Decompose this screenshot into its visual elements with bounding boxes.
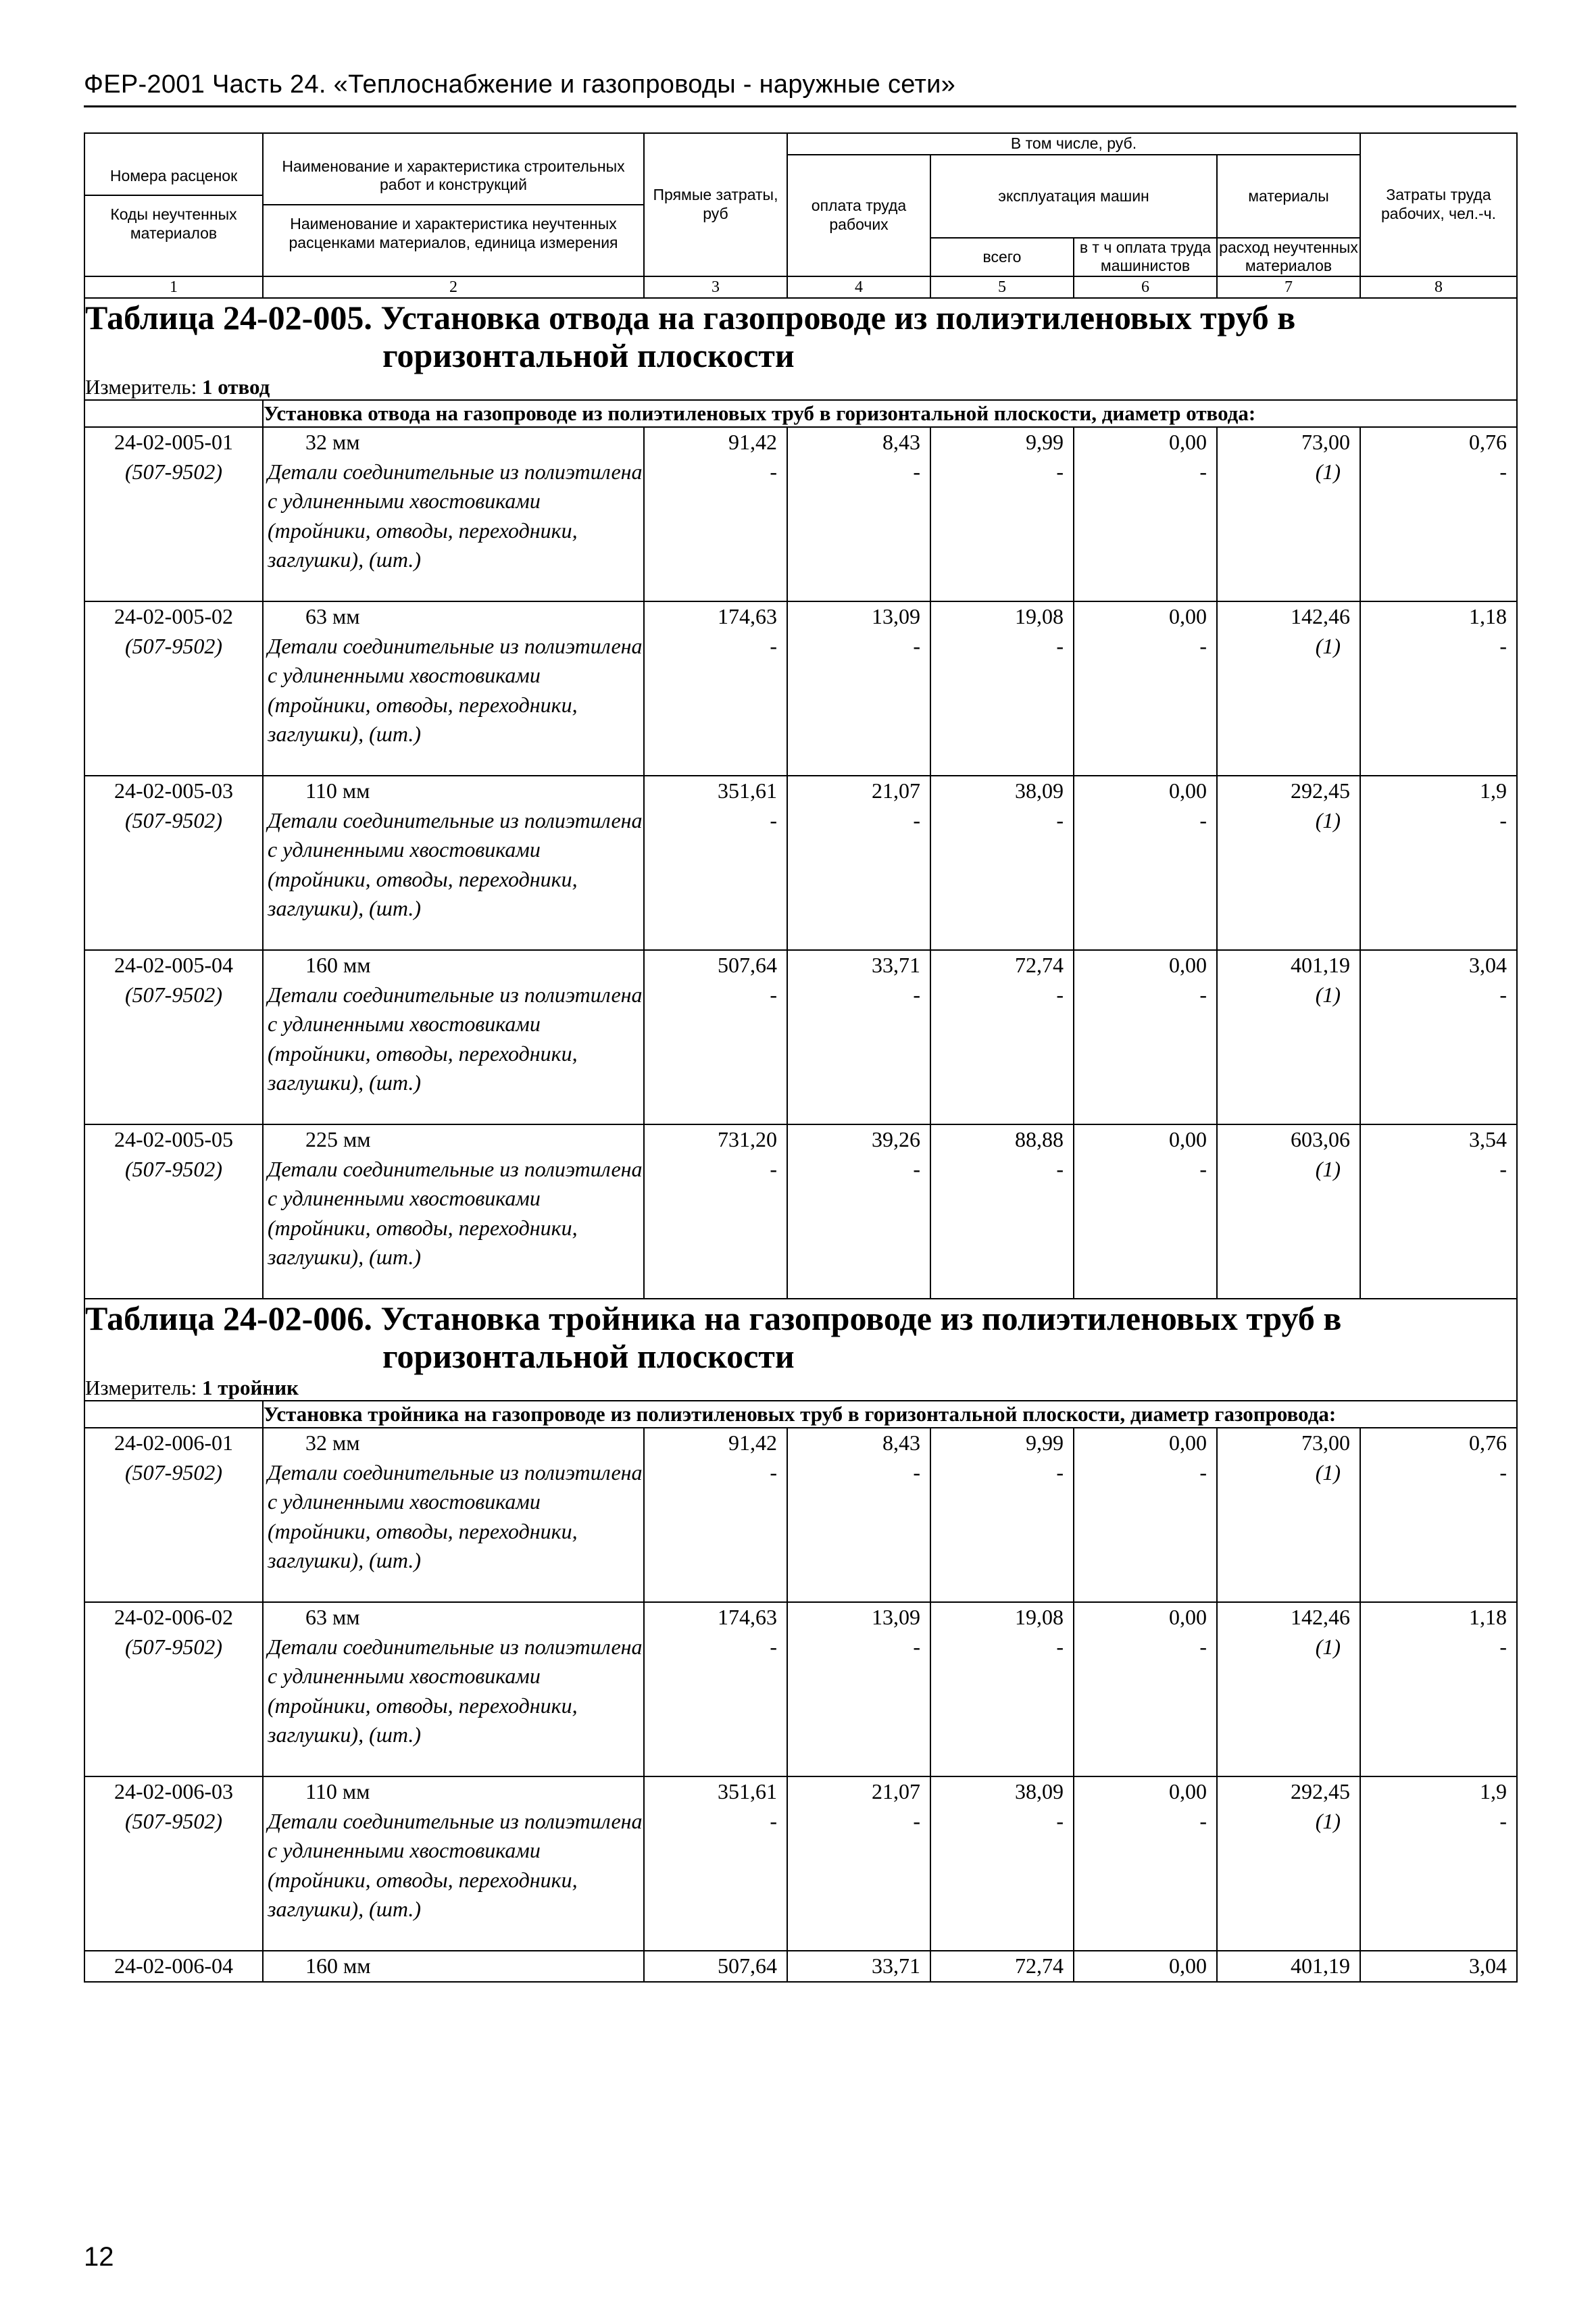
material-description: Детали соединительные из полиэтилена с удлиненными хвостовиками (тройники, отводы, переходники, заглушки), (шт.) [268, 1808, 643, 1922]
table-title-line1: Таблица 24-02-006. Установка тройника на газопроводе из полиэтиленовых труб в [85, 1299, 1342, 1337]
description-cell [263, 1602, 644, 1776]
col-number: 6 [1074, 276, 1217, 298]
value-c8-main: 1,9 [1480, 1779, 1507, 1803]
value-c7-main: 142,46 [1291, 1605, 1350, 1629]
diameter-label: 160 мм [305, 1953, 371, 1978]
dash: - [1499, 982, 1507, 1007]
value-c5-main: 38,09 [1015, 778, 1064, 803]
value-c8-main: 0,76 [1469, 430, 1507, 454]
value-c8-main: 3,54 [1469, 1127, 1507, 1151]
value-c5-main: 72,74 [1015, 953, 1064, 977]
col-number: 7 [1217, 276, 1360, 298]
subheading-blank [84, 400, 263, 427]
value-c5-main: 88,88 [1015, 1127, 1064, 1151]
value-c7 [1217, 1124, 1360, 1299]
value-c4-main: 8,43 [882, 1430, 920, 1455]
header-col1 [84, 133, 263, 276]
value-c8 [1360, 1602, 1517, 1776]
value-c3 [644, 1602, 787, 1776]
value-c3 [644, 950, 787, 1124]
diameter-label: 160 мм [305, 953, 371, 977]
value-c3-main: 91,42 [728, 430, 777, 454]
rate-code: 24-02-005-01 [114, 430, 233, 454]
col-number: 2 [263, 276, 644, 298]
material-quantity: (1) [1315, 1634, 1341, 1659]
value-c3-main: 174,63 [718, 604, 777, 628]
table-row [84, 427, 1517, 601]
measure-line [84, 1375, 1517, 1401]
material-description: Детали соединительные из полиэтилена с удлиненными хвостовиками (тройники, отводы, переходники, заглушки), (шт.) [268, 807, 643, 921]
value-c4 [787, 1124, 930, 1299]
header-col1-top: Номера расценок [85, 163, 262, 197]
value-c7-main: 73,00 [1301, 430, 1350, 454]
page-number: 12 [84, 2242, 114, 2272]
table-row [84, 1951, 1517, 1982]
value-c3-main: 174,63 [718, 1605, 777, 1629]
diameter-label: 63 мм [305, 604, 360, 628]
rate-code: 24-02-005-04 [114, 953, 233, 977]
value-c4 [787, 1951, 930, 1982]
value-c5 [930, 1124, 1074, 1299]
description-cell [263, 1951, 644, 1982]
dash: - [1056, 1634, 1064, 1659]
table-row [84, 1428, 1517, 1602]
resource-code: (507-9502) [125, 1156, 222, 1181]
dash: - [1056, 633, 1064, 658]
value-c8 [1360, 776, 1517, 950]
value-c5 [930, 1428, 1074, 1602]
table-row [84, 950, 1517, 1124]
value-c4 [787, 427, 930, 601]
value-c4-main: 21,07 [872, 1779, 920, 1803]
dash: - [1056, 1460, 1064, 1485]
rate-code: 24-02-006-02 [114, 1605, 233, 1629]
value-c6 [1074, 1124, 1217, 1299]
description-cell [263, 1776, 644, 1951]
measure-value: 1 тройник [201, 1376, 299, 1399]
material-description: Детали соединительные из полиэтилена с удлиненными хвостовиками (тройники, отводы, переходники, заглушки), (шт.) [268, 982, 643, 1095]
value-c4-main: 21,07 [872, 778, 920, 803]
value-c5 [930, 776, 1074, 950]
resource-code: (507-9502) [125, 459, 222, 484]
diameter-label: 32 мм [305, 430, 360, 454]
diameter-label: 110 мм [305, 778, 370, 803]
value-c7 [1217, 1951, 1360, 1982]
dash: - [1199, 982, 1207, 1007]
description-cell [263, 1124, 644, 1299]
value-c8 [1360, 950, 1517, 1124]
diameter-label: 110 мм [305, 1779, 370, 1803]
page-header-title: ФЕР-2001 Часть 24. «Теплоснабжение и газопроводы - наружные сети» [84, 70, 956, 99]
value-c6-main: 0,00 [1169, 430, 1207, 454]
rate-code-cell [84, 950, 263, 1124]
material-quantity: (1) [1315, 1460, 1341, 1485]
value-c4 [787, 950, 930, 1124]
value-c7 [1217, 950, 1360, 1124]
measure-label: Измеритель: [85, 375, 197, 399]
table-title-line2: горизонтальной плоскости [382, 1337, 795, 1375]
col-number: 3 [644, 276, 787, 298]
rate-code: 24-02-006-01 [114, 1430, 233, 1455]
value-c6 [1074, 601, 1217, 776]
dash: - [1499, 1634, 1507, 1659]
value-c3 [644, 776, 787, 950]
description-cell [263, 601, 644, 776]
value-c3-main: 731,20 [718, 1127, 777, 1151]
dash: - [770, 807, 777, 832]
value-c5 [930, 601, 1074, 776]
dash: - [1199, 1634, 1207, 1659]
value-c5-main: 9,99 [1026, 1430, 1064, 1455]
value-c4 [787, 1776, 930, 1951]
value-c8-main: 0,76 [1469, 1430, 1507, 1455]
value-c8 [1360, 1124, 1517, 1299]
value-c5-main: 9,99 [1026, 430, 1064, 454]
col-number: 1 [84, 276, 263, 298]
header-col8: Затраты труда рабочих, чел.-ч. [1360, 133, 1517, 276]
header-rule [84, 105, 1516, 107]
value-c5-main: 19,08 [1015, 604, 1064, 628]
subheading: Установка тройника на газопроводе из полиэтиленовых труб в горизонтальной плоскости, диаметр газопровода: [263, 1401, 1517, 1428]
value-c7 [1217, 1428, 1360, 1602]
value-c4 [787, 776, 930, 950]
value-c7 [1217, 601, 1360, 776]
value-c4-main: 8,43 [882, 430, 920, 454]
description-cell [263, 776, 644, 950]
header-col2-bottom: Наименование и характеристика неучтенных расценками материалов, единица измерения [289, 215, 618, 251]
value-c5-main: 19,08 [1015, 1605, 1064, 1629]
dash: - [1056, 982, 1064, 1007]
table-row [84, 1124, 1517, 1299]
material-quantity: (1) [1315, 1808, 1341, 1833]
resource-code: (507-9502) [125, 807, 222, 832]
resource-code: (507-9502) [125, 982, 222, 1007]
price-table [84, 132, 1518, 1983]
dash: - [1499, 633, 1507, 658]
value-c8 [1360, 1428, 1517, 1602]
value-c8 [1360, 1951, 1517, 1982]
dash: - [770, 1460, 777, 1485]
diameter-label: 63 мм [305, 1605, 360, 1629]
value-c6 [1074, 1951, 1217, 1982]
col-number: 4 [787, 276, 930, 298]
col-number: 5 [930, 276, 1074, 298]
value-c3 [644, 1124, 787, 1299]
header-col2 [263, 133, 644, 276]
header-col1-bottom: Коды неучтенных материалов [110, 205, 237, 242]
rate-code-cell [84, 1124, 263, 1299]
dash: - [770, 459, 777, 484]
dash: - [913, 982, 920, 1007]
value-c5 [930, 427, 1074, 601]
header-materials: материалы [1217, 155, 1360, 238]
rate-code-cell [84, 427, 263, 601]
value-c5 [930, 950, 1074, 1124]
measure-value: 1 отвод [201, 375, 270, 399]
header-col7: расход неучтенных материалов [1217, 238, 1360, 276]
dash: - [770, 982, 777, 1007]
table-row [84, 1602, 1517, 1776]
rate-code: 24-02-005-05 [114, 1127, 233, 1151]
rate-code: 24-02-005-03 [114, 778, 233, 803]
dash: - [770, 1808, 777, 1833]
value-c6-main: 0,00 [1169, 1953, 1207, 1978]
dash: - [1199, 1460, 1207, 1485]
dash: - [770, 1634, 777, 1659]
dash: - [1199, 633, 1207, 658]
value-c7-main: 292,45 [1291, 778, 1350, 803]
value-c7-main: 401,19 [1291, 953, 1350, 977]
table-header [84, 133, 1517, 298]
value-c7-main: 292,45 [1291, 1779, 1350, 1803]
value-c3-main: 507,64 [718, 953, 777, 977]
value-c6 [1074, 950, 1217, 1124]
dash: - [913, 633, 920, 658]
dash: - [1056, 807, 1064, 832]
value-c3 [644, 1951, 787, 1982]
value-c8 [1360, 427, 1517, 601]
dash: - [1499, 807, 1507, 832]
material-quantity: (1) [1315, 1156, 1341, 1181]
dash: - [1499, 1156, 1507, 1181]
table-row [84, 1776, 1517, 1951]
value-c6 [1074, 1428, 1217, 1602]
value-c8-main: 1,18 [1469, 1605, 1507, 1629]
value-c4-main: 13,09 [872, 1605, 920, 1629]
value-c3-main: 351,61 [718, 778, 777, 803]
value-c3-main: 351,61 [718, 1779, 777, 1803]
table-row [84, 776, 1517, 950]
material-description: Детали соединительные из полиэтилена с удлиненными хвостовиками (тройники, отводы, переходники, заглушки), (шт.) [268, 1460, 643, 1573]
dash: - [913, 459, 920, 484]
value-c3 [644, 427, 787, 601]
dash: - [1499, 1460, 1507, 1485]
diameter-label: 32 мм [305, 1430, 360, 1455]
value-c6 [1074, 1602, 1217, 1776]
material-description: Детали соединительные из полиэтилена с удлиненными хвостовиками (тройники, отводы, переходники, заглушки), (шт.) [268, 633, 643, 747]
dash: - [1056, 1808, 1064, 1833]
rate-code-cell [84, 1602, 263, 1776]
value-c8 [1360, 1776, 1517, 1951]
value-c4-main: 33,71 [872, 1953, 920, 1978]
value-c5-main: 38,09 [1015, 1779, 1064, 1803]
material-quantity: (1) [1315, 807, 1341, 832]
value-c8 [1360, 601, 1517, 776]
table-row [84, 601, 1517, 776]
header-machines: эксплуатация машин [930, 155, 1217, 238]
subheading: Установка отвода на газопроводе из полиэтиленовых труб в горизонтальной плоскости, диаметр отвода: [263, 400, 1517, 427]
value-c6-main: 0,00 [1169, 953, 1207, 977]
value-c8-main: 1,9 [1480, 778, 1507, 803]
value-c6 [1074, 427, 1217, 601]
value-c8-main: 3,04 [1469, 1953, 1507, 1978]
value-c6-main: 0,00 [1169, 604, 1207, 628]
diameter-label: 225 мм [305, 1127, 371, 1151]
rate-code-cell [84, 776, 263, 950]
rate-code-cell [84, 1951, 263, 1982]
resource-code: (507-9502) [125, 1634, 222, 1659]
table-title [84, 298, 1517, 374]
value-c4-main: 33,71 [872, 953, 920, 977]
dash: - [1056, 1156, 1064, 1181]
dash: - [913, 1156, 920, 1181]
value-c6-main: 0,00 [1169, 1127, 1207, 1151]
value-c6-main: 0,00 [1169, 1605, 1207, 1629]
value-c5 [930, 1951, 1074, 1982]
value-c4 [787, 1428, 930, 1602]
value-c7-main: 142,46 [1291, 604, 1350, 628]
dash: - [1199, 459, 1207, 484]
material-description: Детали соединительные из полиэтилена с удлиненными хвостовиками (тройники, отводы, переходники, заглушки), (шт.) [268, 459, 643, 572]
dash: - [1199, 1808, 1207, 1833]
rate-code-cell [84, 601, 263, 776]
measure-label: Измеритель: [85, 1376, 197, 1399]
section-table-24-02-005 [84, 298, 1517, 1299]
dash: - [1499, 1808, 1507, 1833]
value-c5 [930, 1602, 1074, 1776]
value-c3 [644, 1428, 787, 1602]
value-c6-main: 0,00 [1169, 778, 1207, 803]
value-c4-main: 13,09 [872, 604, 920, 628]
description-cell [263, 427, 644, 601]
value-c3 [644, 1776, 787, 1951]
header-col2-top: Наименование и характеристика строительных работ и конструкций [264, 153, 643, 205]
description-cell [263, 1428, 644, 1602]
value-c3-main: 91,42 [728, 1430, 777, 1455]
dash: - [913, 1460, 920, 1485]
value-c7-main: 401,19 [1291, 1953, 1350, 1978]
dash: - [1499, 459, 1507, 484]
value-c6-main: 0,00 [1169, 1430, 1207, 1455]
value-c8-main: 1,18 [1469, 604, 1507, 628]
col-number: 8 [1360, 276, 1517, 298]
section-table-24-02-006 [84, 1299, 1517, 1982]
resource-code: (507-9502) [125, 633, 222, 658]
material-quantity: (1) [1315, 459, 1341, 484]
dash: - [913, 1808, 920, 1833]
value-c4 [787, 601, 930, 776]
dash: - [1199, 807, 1207, 832]
header-col4: оплата труда рабочих [787, 155, 930, 276]
value-c3 [644, 601, 787, 776]
measure-line [84, 374, 1517, 400]
dash: - [770, 633, 777, 658]
table-title [84, 1299, 1517, 1375]
rate-code: 24-02-006-03 [114, 1779, 233, 1803]
value-c7 [1217, 1602, 1360, 1776]
subheading-blank [84, 1401, 263, 1428]
value-c4 [787, 1602, 930, 1776]
header-group: В том числе, руб. [787, 133, 1360, 155]
value-c6 [1074, 776, 1217, 950]
value-c5 [930, 1776, 1074, 1951]
material-description: Детали соединительные из полиэтилена с удлиненными хвостовиками (тройники, отводы, переходники, заглушки), (шт.) [268, 1634, 643, 1747]
dash: - [770, 1156, 777, 1181]
material-description: Детали соединительные из полиэтилена с удлиненными хвостовиками (тройники, отводы, переходники, заглушки), (шт.) [268, 1156, 643, 1270]
rate-code: 24-02-006-04 [114, 1953, 233, 1978]
rate-code-cell [84, 1428, 263, 1602]
value-c8-main: 3,04 [1469, 953, 1507, 977]
dash: - [913, 1634, 920, 1659]
material-quantity: (1) [1315, 982, 1341, 1007]
value-c7 [1217, 776, 1360, 950]
value-c6-main: 0,00 [1169, 1779, 1207, 1803]
dash: - [1056, 459, 1064, 484]
header-col6: в т ч оплата труда машинистов [1074, 238, 1217, 276]
description-cell [263, 950, 644, 1124]
dash: - [913, 807, 920, 832]
value-c4-main: 39,26 [872, 1127, 920, 1151]
resource-code: (507-9502) [125, 1808, 222, 1833]
dash: - [1199, 1156, 1207, 1181]
value-c7-main: 73,00 [1301, 1430, 1350, 1455]
value-c7 [1217, 427, 1360, 601]
value-c6 [1074, 1776, 1217, 1951]
table-title-line1: Таблица 24-02-005. Установка отвода на газопроводе из полиэтиленовых труб в [85, 299, 1296, 337]
table-title-line2: горизонтальной плоскости [382, 337, 795, 374]
rate-code: 24-02-005-02 [114, 604, 233, 628]
value-c5-main: 72,74 [1015, 1953, 1064, 1978]
value-c7 [1217, 1776, 1360, 1951]
header-col5: всего [930, 238, 1074, 276]
header-col3: Прямые затраты, руб [644, 133, 787, 276]
resource-code: (507-9502) [125, 1460, 222, 1485]
material-quantity: (1) [1315, 633, 1341, 658]
rate-code-cell [84, 1776, 263, 1951]
value-c7-main: 603,06 [1291, 1127, 1350, 1151]
value-c3-main: 507,64 [718, 1953, 777, 1978]
